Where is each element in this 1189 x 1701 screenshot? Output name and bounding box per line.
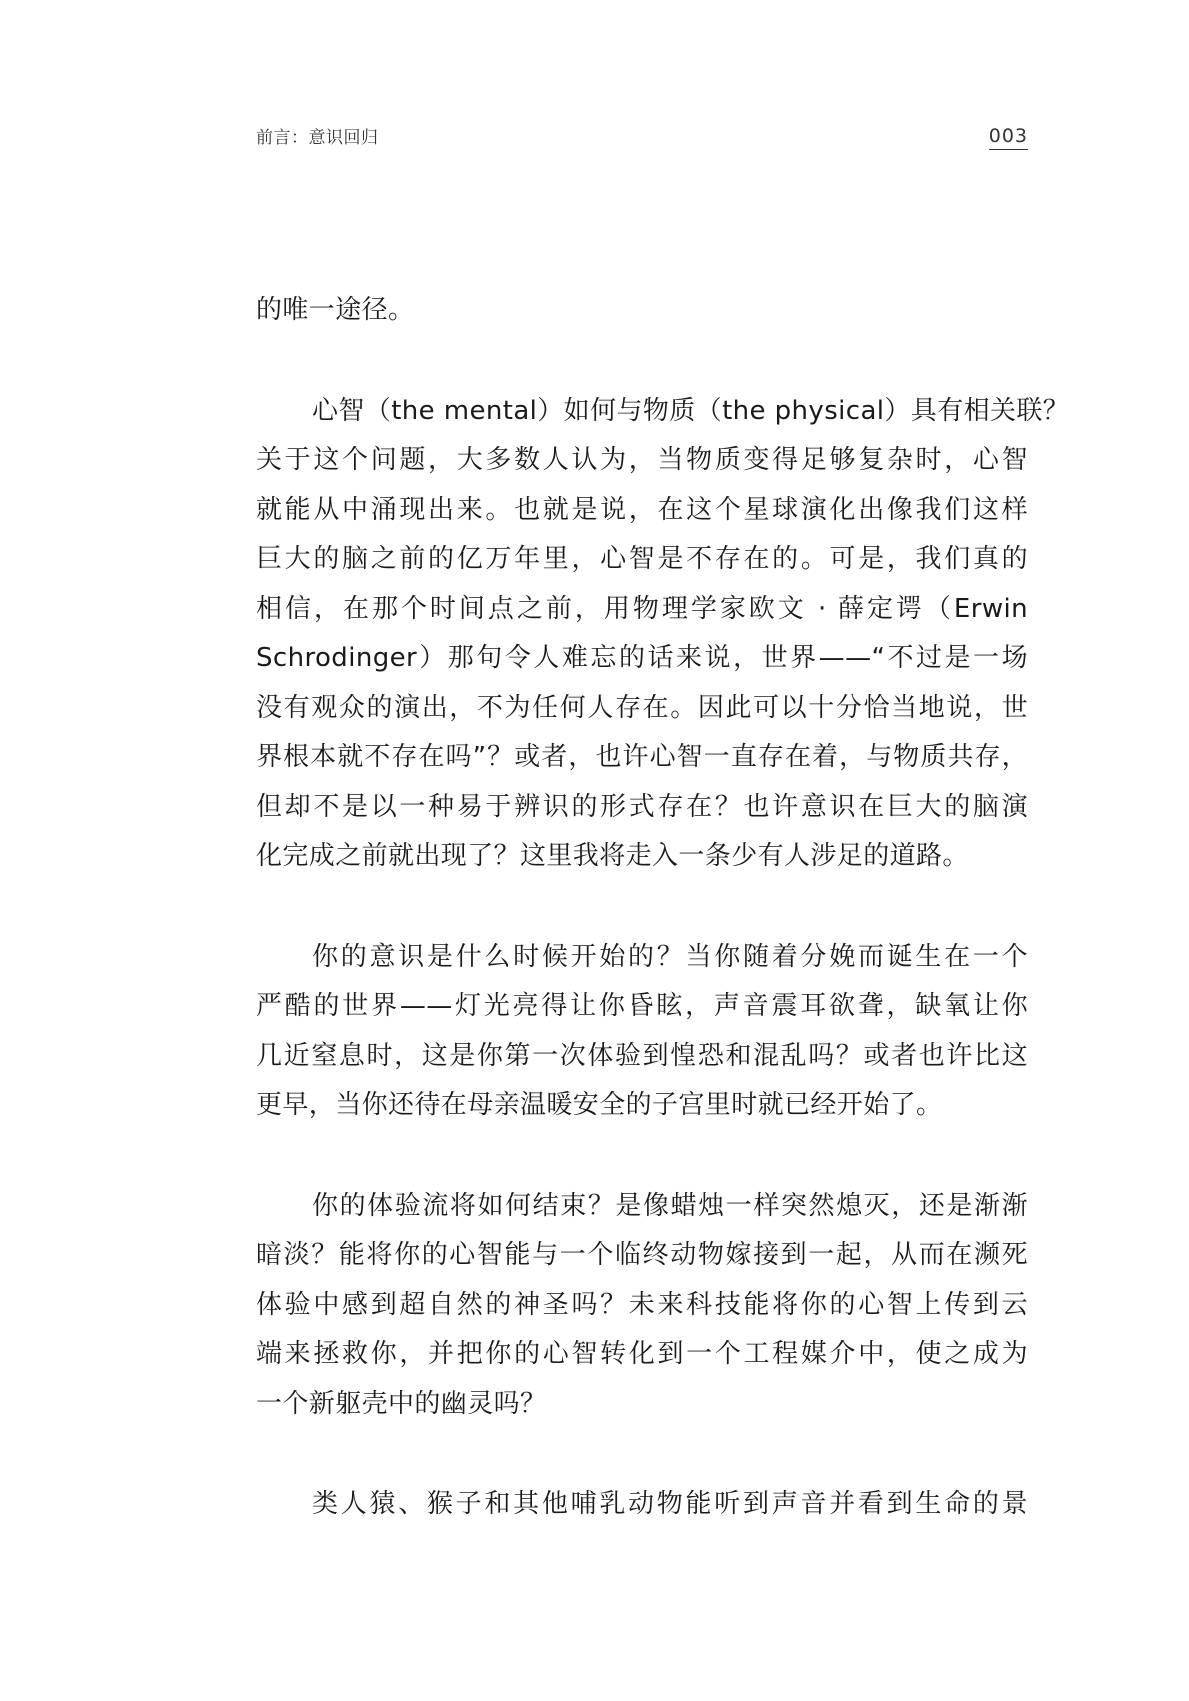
text-line: 端来拯救你，并把你的心智转化到一个工程媒介中，使之成为: [256, 1339, 1028, 1369]
paragraph: [256, 933, 1028, 1131]
body-text: [256, 286, 1070, 1581]
text-line: 的唯一途径。: [256, 295, 415, 325]
text-line: 心智（the mental）如何与物质（the physical）具有相关联？: [312, 395, 1070, 426]
paragraph: [256, 1182, 1028, 1430]
text-line: 严酷的世界——灯光亮得让你昏眩，声音震耳欲聋，缺氧让你: [256, 991, 1028, 1021]
text-line: 没有观众的演出，不为任何人存在。因此可以十分恰当地说，世: [256, 692, 1028, 723]
text-line: 相信，在那个时间点之前，用物理学家欧文 · 薛定谔（Erwin: [256, 593, 1028, 624]
text-line: 就能从中涌现出来。也就是说，在这个星球演化出像我们这样: [256, 494, 1028, 525]
text-line: 巨大的脑之前的亿万年里，心智是不存在的。可是，我们真的: [256, 544, 1028, 574]
text-line: 你的意识是什么时候开始的？当你随着分娩而诞生在一个: [312, 941, 1028, 972]
text-line: 但却不是以一种易于辨识的形式存在？也许意识在巨大的脑演: [256, 791, 1028, 822]
text-line: 更早，当你还待在母亲温暖安全的子宫里时就已经开始了。: [256, 1090, 943, 1120]
text-line: 类人猿、猴子和其他哺乳动物能听到声音并看到生命的景: [312, 1489, 1028, 1519]
paragraph: [256, 1480, 1028, 1530]
text-line: 几近窒息时，这是你第一次体验到惶恐和混乱吗？或者也许比这: [256, 1040, 1028, 1071]
paragraph: [256, 387, 1070, 882]
text-line: Schrodinger）那句令人难忘的话来说，世界——“不过是一场: [256, 643, 1028, 673]
chapter-title: 前言：意识回归: [256, 128, 379, 148]
text-line: 暗淡？能将你的心智能与一个临终动物嫁接到一起，从而在濒死: [256, 1240, 1028, 1270]
text-line: 一个新躯壳中的幽灵吗？: [256, 1388, 547, 1419]
paragraph: [256, 286, 1028, 336]
text-line: 你的体验流将如何结束？是像蜡烛一样突然熄灭，还是渐渐: [312, 1190, 1028, 1221]
page-number: 003: [989, 124, 1028, 150]
text-line: 化完成之前就出现了？这里我将走入一条少有人涉足的道路。: [256, 841, 969, 871]
text-line: 界根本就不存在吗”？或者，也许心智一直存在着，与物质共存，: [256, 742, 1028, 772]
text-line: 关于这个问题，大多数人认为，当物质变得足够复杂时，心智: [256, 445, 1028, 475]
running-header: [256, 126, 1028, 156]
text-line: 体验中感到超自然的神圣吗？未来科技能将你的心智上传到云: [256, 1289, 1028, 1320]
